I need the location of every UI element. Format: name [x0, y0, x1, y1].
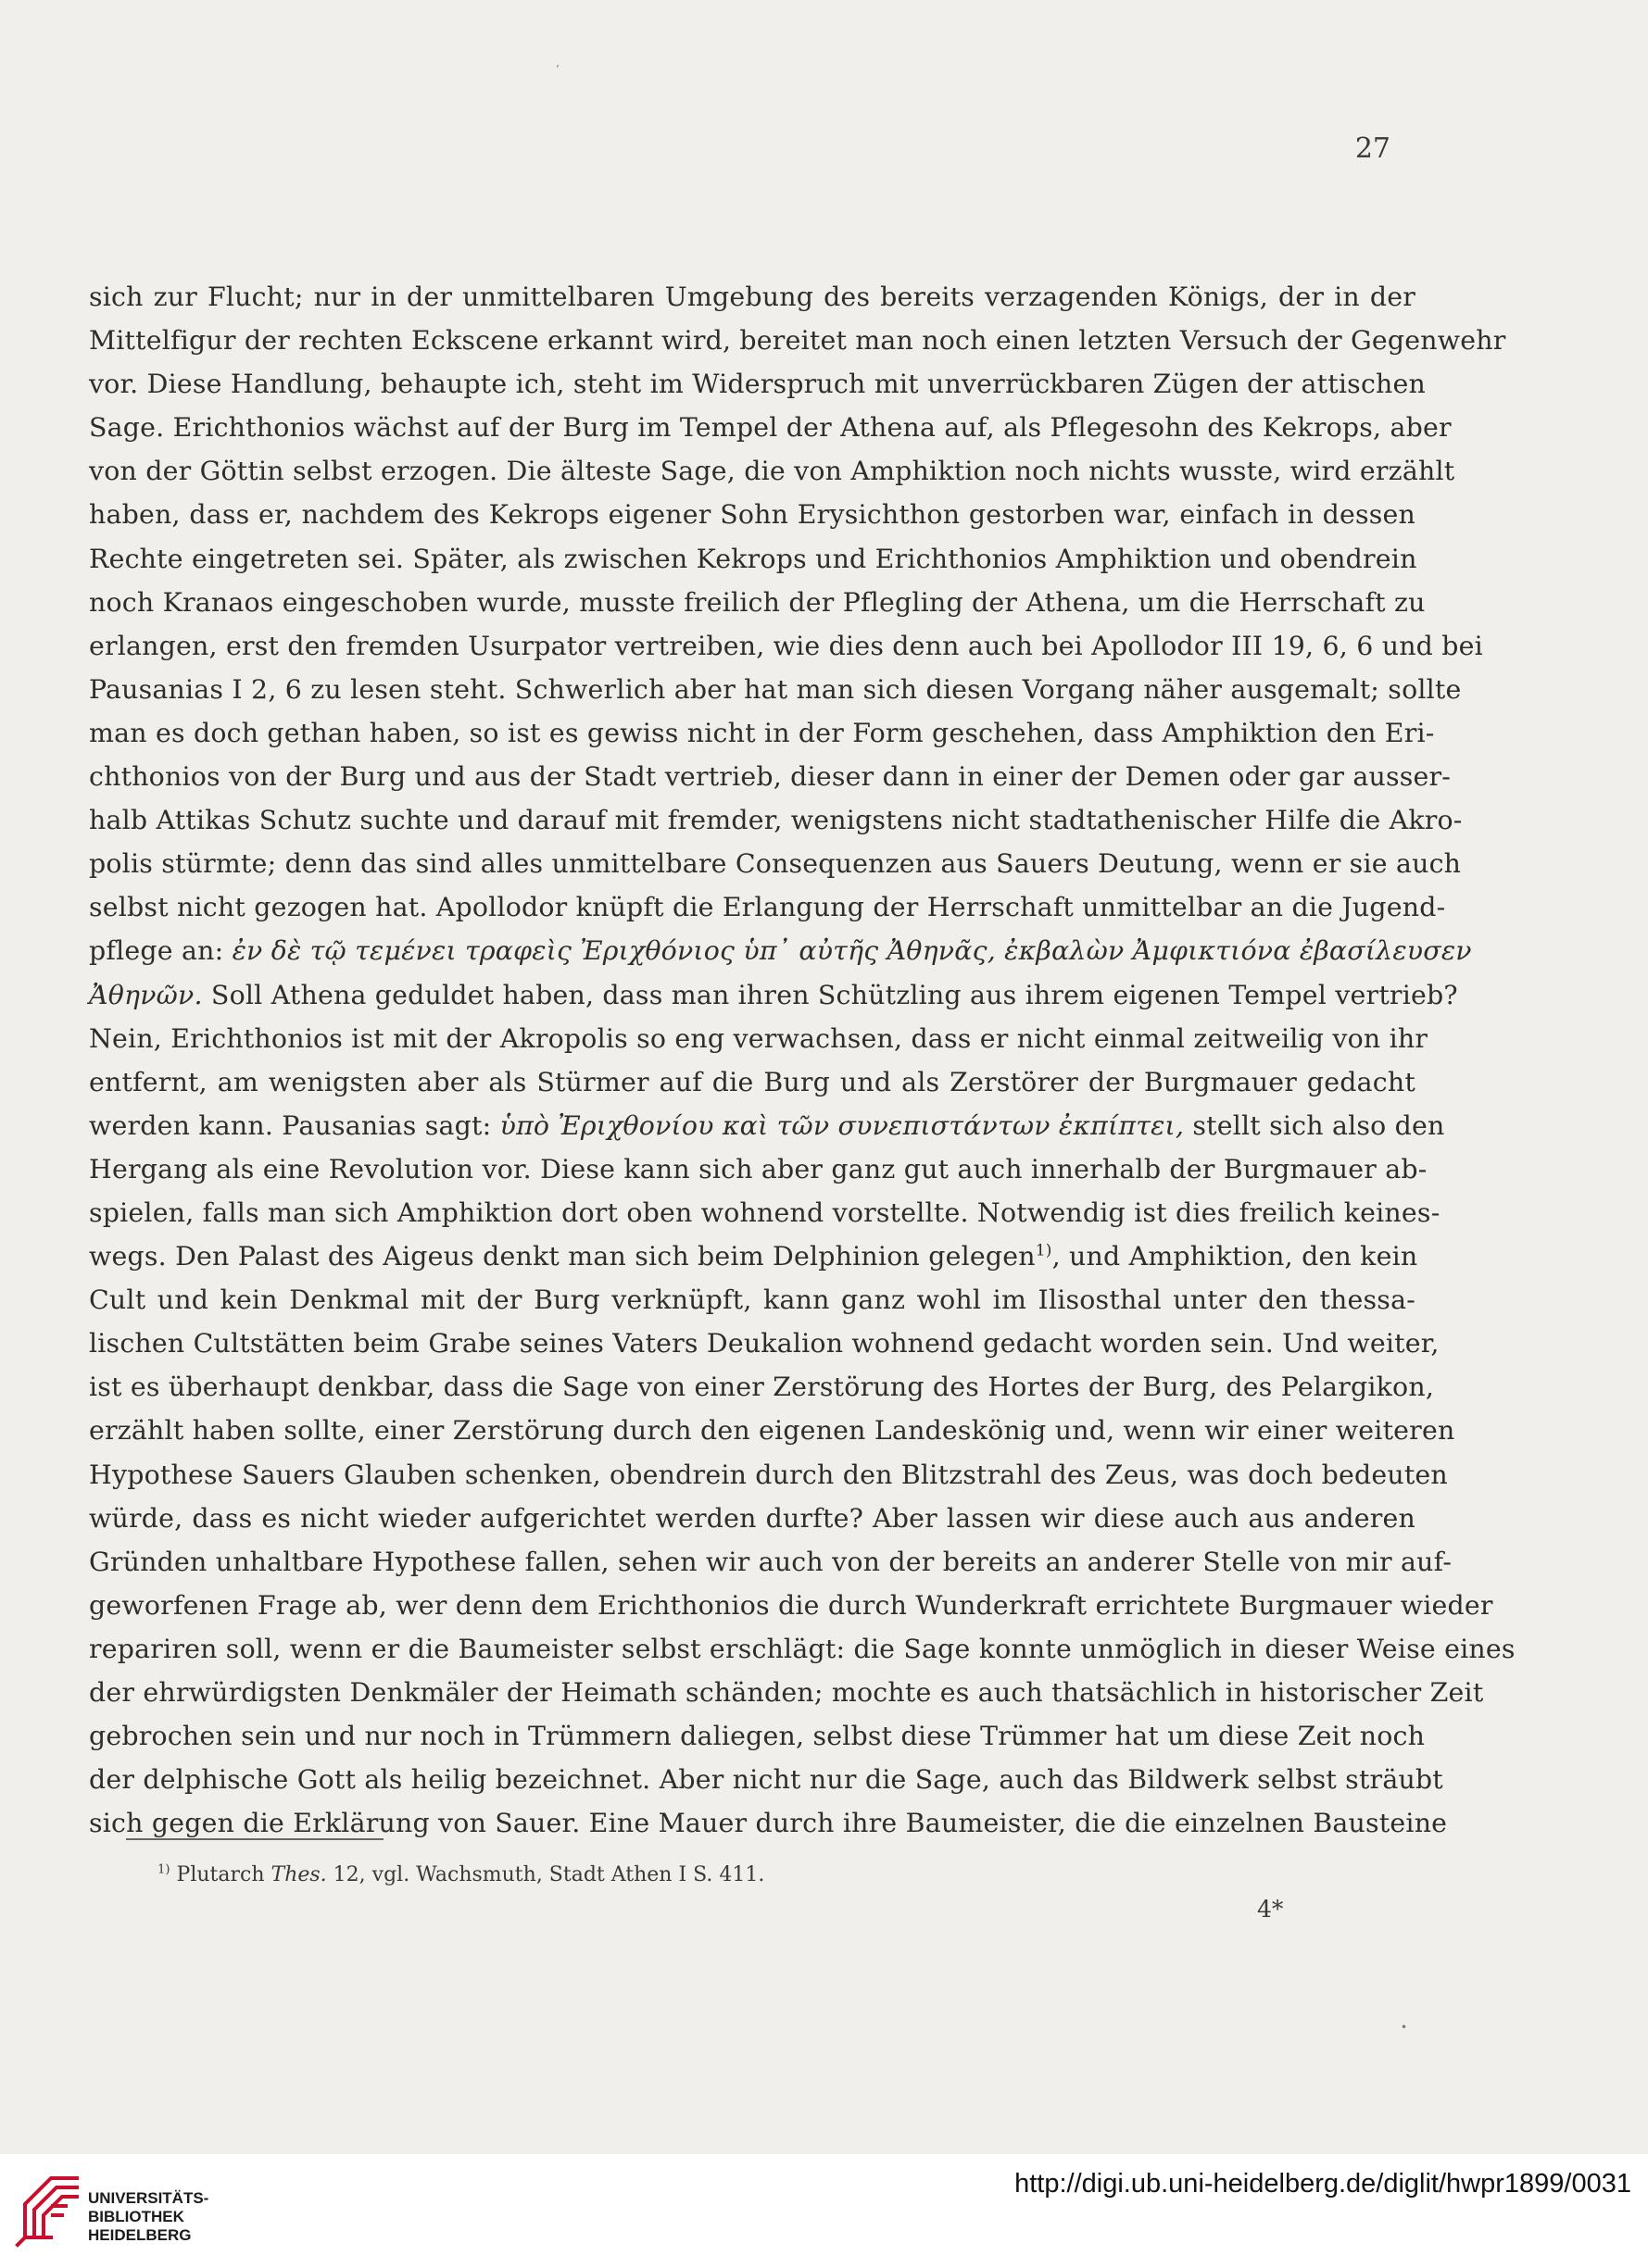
- text-line: Mittelfigur der rechten Eckscene erkannt wird, bereitet man noch einen letzten Versuch der Gegenwehr: [89, 325, 1506, 357]
- text-line: ist es überhaupt denkbar, dass die Sage von einer Zerstörung des Hortes der Burg, des Pelargikon,: [89, 1372, 1435, 1403]
- footnote-marker: 1): [157, 1862, 170, 1877]
- logo-line: UNIVERSITÄTS-: [88, 2189, 209, 2207]
- footnote-title: Thes.: [270, 1863, 327, 1886]
- logo-line: BIBLIOTHEK: [88, 2208, 184, 2225]
- library-logo-text: [88, 2189, 208, 2245]
- text-line: Sage. Erichthonios wächst auf der Burg im Tempel der Athena auf, als Pflegesohn des Kekrops, aber: [89, 412, 1452, 444]
- text-line: [89, 929, 1472, 972]
- text-line: repariren soll, wenn er die Baumeister selbst erschlägt: die Sage konnte unmöglich in dieser Weise eines: [89, 1633, 1516, 1664]
- text-line: Cult und kein Denkmal mit der Burg verknüpft, kann ganz wohl im Ilisosthal unter den thessa-: [89, 1284, 1415, 1316]
- logo-line: HEIDELBERG: [88, 2226, 192, 2244]
- text-segment: wegs. Den Palast des Aigeus denkt man sich beim Delphinion gelegen: [89, 1241, 1036, 1272]
- text-segment: werden kann. Pausanias sagt:: [89, 1109, 500, 1141]
- text-line: Pausanias I 2, 6 zu lesen steht. Schwerlich aber hat man sich diesen Vorgang näher ausgemalt; sollte: [89, 673, 1462, 705]
- permalink-url[interactable]: http://digi.ub.uni-heidelberg.de/diglit/hwpr1899/0031: [1014, 2169, 1631, 2199]
- page-number: 27: [1354, 132, 1390, 165]
- text-line: sich gegen die Erklärung von Sauer. Eine Mauer durch ihre Baumeister, die die einzelnen Bausteine: [89, 1808, 1448, 1839]
- footnote-reference[interactable]: 1): [1035, 1241, 1052, 1260]
- text-line: von der Göttin selbst erzogen. Die älteste Sage, die von Amphiktion noch nichts wusste, wird erzählt: [89, 456, 1455, 487]
- text-line: chthonios von der Burg und aus der Stadt vertrieb, dieser dann in einer der Demen oder gar ausser-: [89, 761, 1452, 793]
- text-line: spielen, falls man sich Amphiktion dort oben wohnend vorstellte. Notwendig ist dies freilich keines-: [89, 1197, 1440, 1228]
- greek-quotation: Ἀθηνῶν.: [89, 979, 203, 1010]
- text-segment: stellt sich also den: [1184, 1109, 1445, 1141]
- text-line: sich zur Flucht; nur in der unmittelbaren Umgebung des bereits verzagenden Königs, der in der: [89, 282, 1415, 312]
- text-line: erlangen, erst den fremden Usurpator vertreiben, wie dies denn auch bei Apollodor III 19, 6, 6 und bei: [89, 630, 1483, 661]
- scan-speck: ’: [556, 63, 560, 76]
- footnote-text: 12, vgl. Wachsmuth, Stadt Athen I S. 411.: [326, 1863, 765, 1886]
- text-line: würde, dass es nicht wieder aufgerichtet werden durfte? Aber lassen wir diese auch aus anderen: [89, 1502, 1415, 1534]
- library-logo[interactable]: [14, 2173, 283, 2252]
- text-line: vor. Diese Handlung, behaupte ich, steht im Widerspruch mit unverrückbaren Zügen der attischen: [89, 369, 1427, 400]
- greek-quotation: ὑπὸ Ἐριχθονίου καὶ τῶν συνεπιστάντων ἐκπίπτει,: [499, 1109, 1185, 1141]
- text-line: selbst nicht gezogen hat. Apollodor knüpft die Erlangung der Herrschaft unmittelbar an die Jugend-: [89, 892, 1446, 923]
- library-logo-icon: [14, 2173, 81, 2252]
- text-line: der ehrwürdigsten Denkmäler der Heimath schänden; mochte es auch thatsächlich in historischer Zeit: [89, 1677, 1484, 1708]
- text-line: lischen Cultstätten beim Grabe seines Vaters Deukalion wohnend gedacht worden sein. Und weiter,: [89, 1328, 1440, 1360]
- text-line: Hergang als eine Revolution vor. Diese kann sich aber ganz gut auch innerhalb der Burgmauer ab-: [89, 1153, 1428, 1184]
- text-line: [89, 973, 1458, 1017]
- greek-quotation: ἐν δὲ τῷ τεμένει τραφεὶς Ἐριχθόνιος ὑπ᾽ αὐτῆς Ἀθηνᾶς, ἐκβαλὼν Ἀμφικτιόνα ἐβασίλευσεν: [232, 935, 1472, 967]
- footer-bar: [0, 2154, 1648, 2268]
- printer-signature: 4*: [1257, 1896, 1284, 1923]
- text-line: Rechte eingetreten sei. Später, als zwischen Kekrops und Erichthonios Amphiktion und obendrein: [89, 543, 1417, 574]
- text-line: Nein, Erichthonios ist mit der Akropolis so eng verwachsen, dass er nicht einmal zeitweilig von ihr: [89, 1022, 1428, 1054]
- text-line: halb Attikas Schutz suchte und darauf mit fremder, wenigstens nicht stadtathenischer Hilfe die Akro-: [89, 805, 1463, 836]
- text-line: Hypothese Sauers Glauben schenken, obendrein durch den Blitzstrahl des Zeus, was doch bedeuten: [89, 1459, 1448, 1490]
- text-line: man es doch gethan haben, so ist es gewiss nicht in der Form geschehen, dass Amphiktion den Eri-: [89, 717, 1435, 748]
- text-line: geworfenen Frage ab, wer denn dem Erichthonios die durch Wunderkraft errichtete Burgmauer wieder: [89, 1589, 1493, 1621]
- text-line: [89, 1104, 1445, 1147]
- text-line: entfernt, am wenigsten aber als Stürmer auf die Burg und als Zerstörer der Burgmauer gedacht: [89, 1066, 1415, 1097]
- text-line: polis stürmte; denn das sind alles unmittelbare Consequenzen aus Sauers Deutung, wenn er sie auch: [89, 848, 1462, 880]
- footnote-prefix: Plutarch: [170, 1863, 271, 1886]
- footnote: [157, 1863, 764, 1886]
- scan-speck: •: [1401, 2021, 1408, 2034]
- text-segment: , und Amphiktion, den kein: [1051, 1241, 1418, 1272]
- text-line: haben, dass er, nachdem des Kekrops eigener Sohn Erysichthon gestorben war, einfach in dessen: [89, 499, 1415, 531]
- text-line: Gründen unhaltbare Hypothese fallen, sehen wir auch von der bereits an anderer Stelle von mir auf-: [89, 1546, 1453, 1577]
- text-segment: Soll Athena geduldet haben, dass man ihren Schützling aus ihrem eigenen Tempel vertrieb?: [202, 979, 1458, 1010]
- text-line: [89, 1234, 1418, 1278]
- body-text: [89, 275, 1516, 1845]
- text-line: gebrochen sein und nur noch in Trümmern daliegen, selbst diese Trümmer hat um diese Zeit noch: [89, 1721, 1426, 1752]
- footnote-divider: [126, 1838, 384, 1840]
- text-segment: pflege an:: [89, 935, 233, 967]
- text-line: der delphische Gott als heilig bezeichnet. Aber nicht nur die Sage, auch das Bildwerk selbst sträubt: [89, 1764, 1443, 1796]
- text-line: noch Kranaos eingeschoben wurde, musste freilich der Pflegling der Athena, um die Herrschaft zu: [89, 586, 1426, 618]
- text-line: erzählt haben sollte, einer Zerstörung durch den eigenen Landeskönig und, wenn wir einer weiteren: [89, 1415, 1455, 1447]
